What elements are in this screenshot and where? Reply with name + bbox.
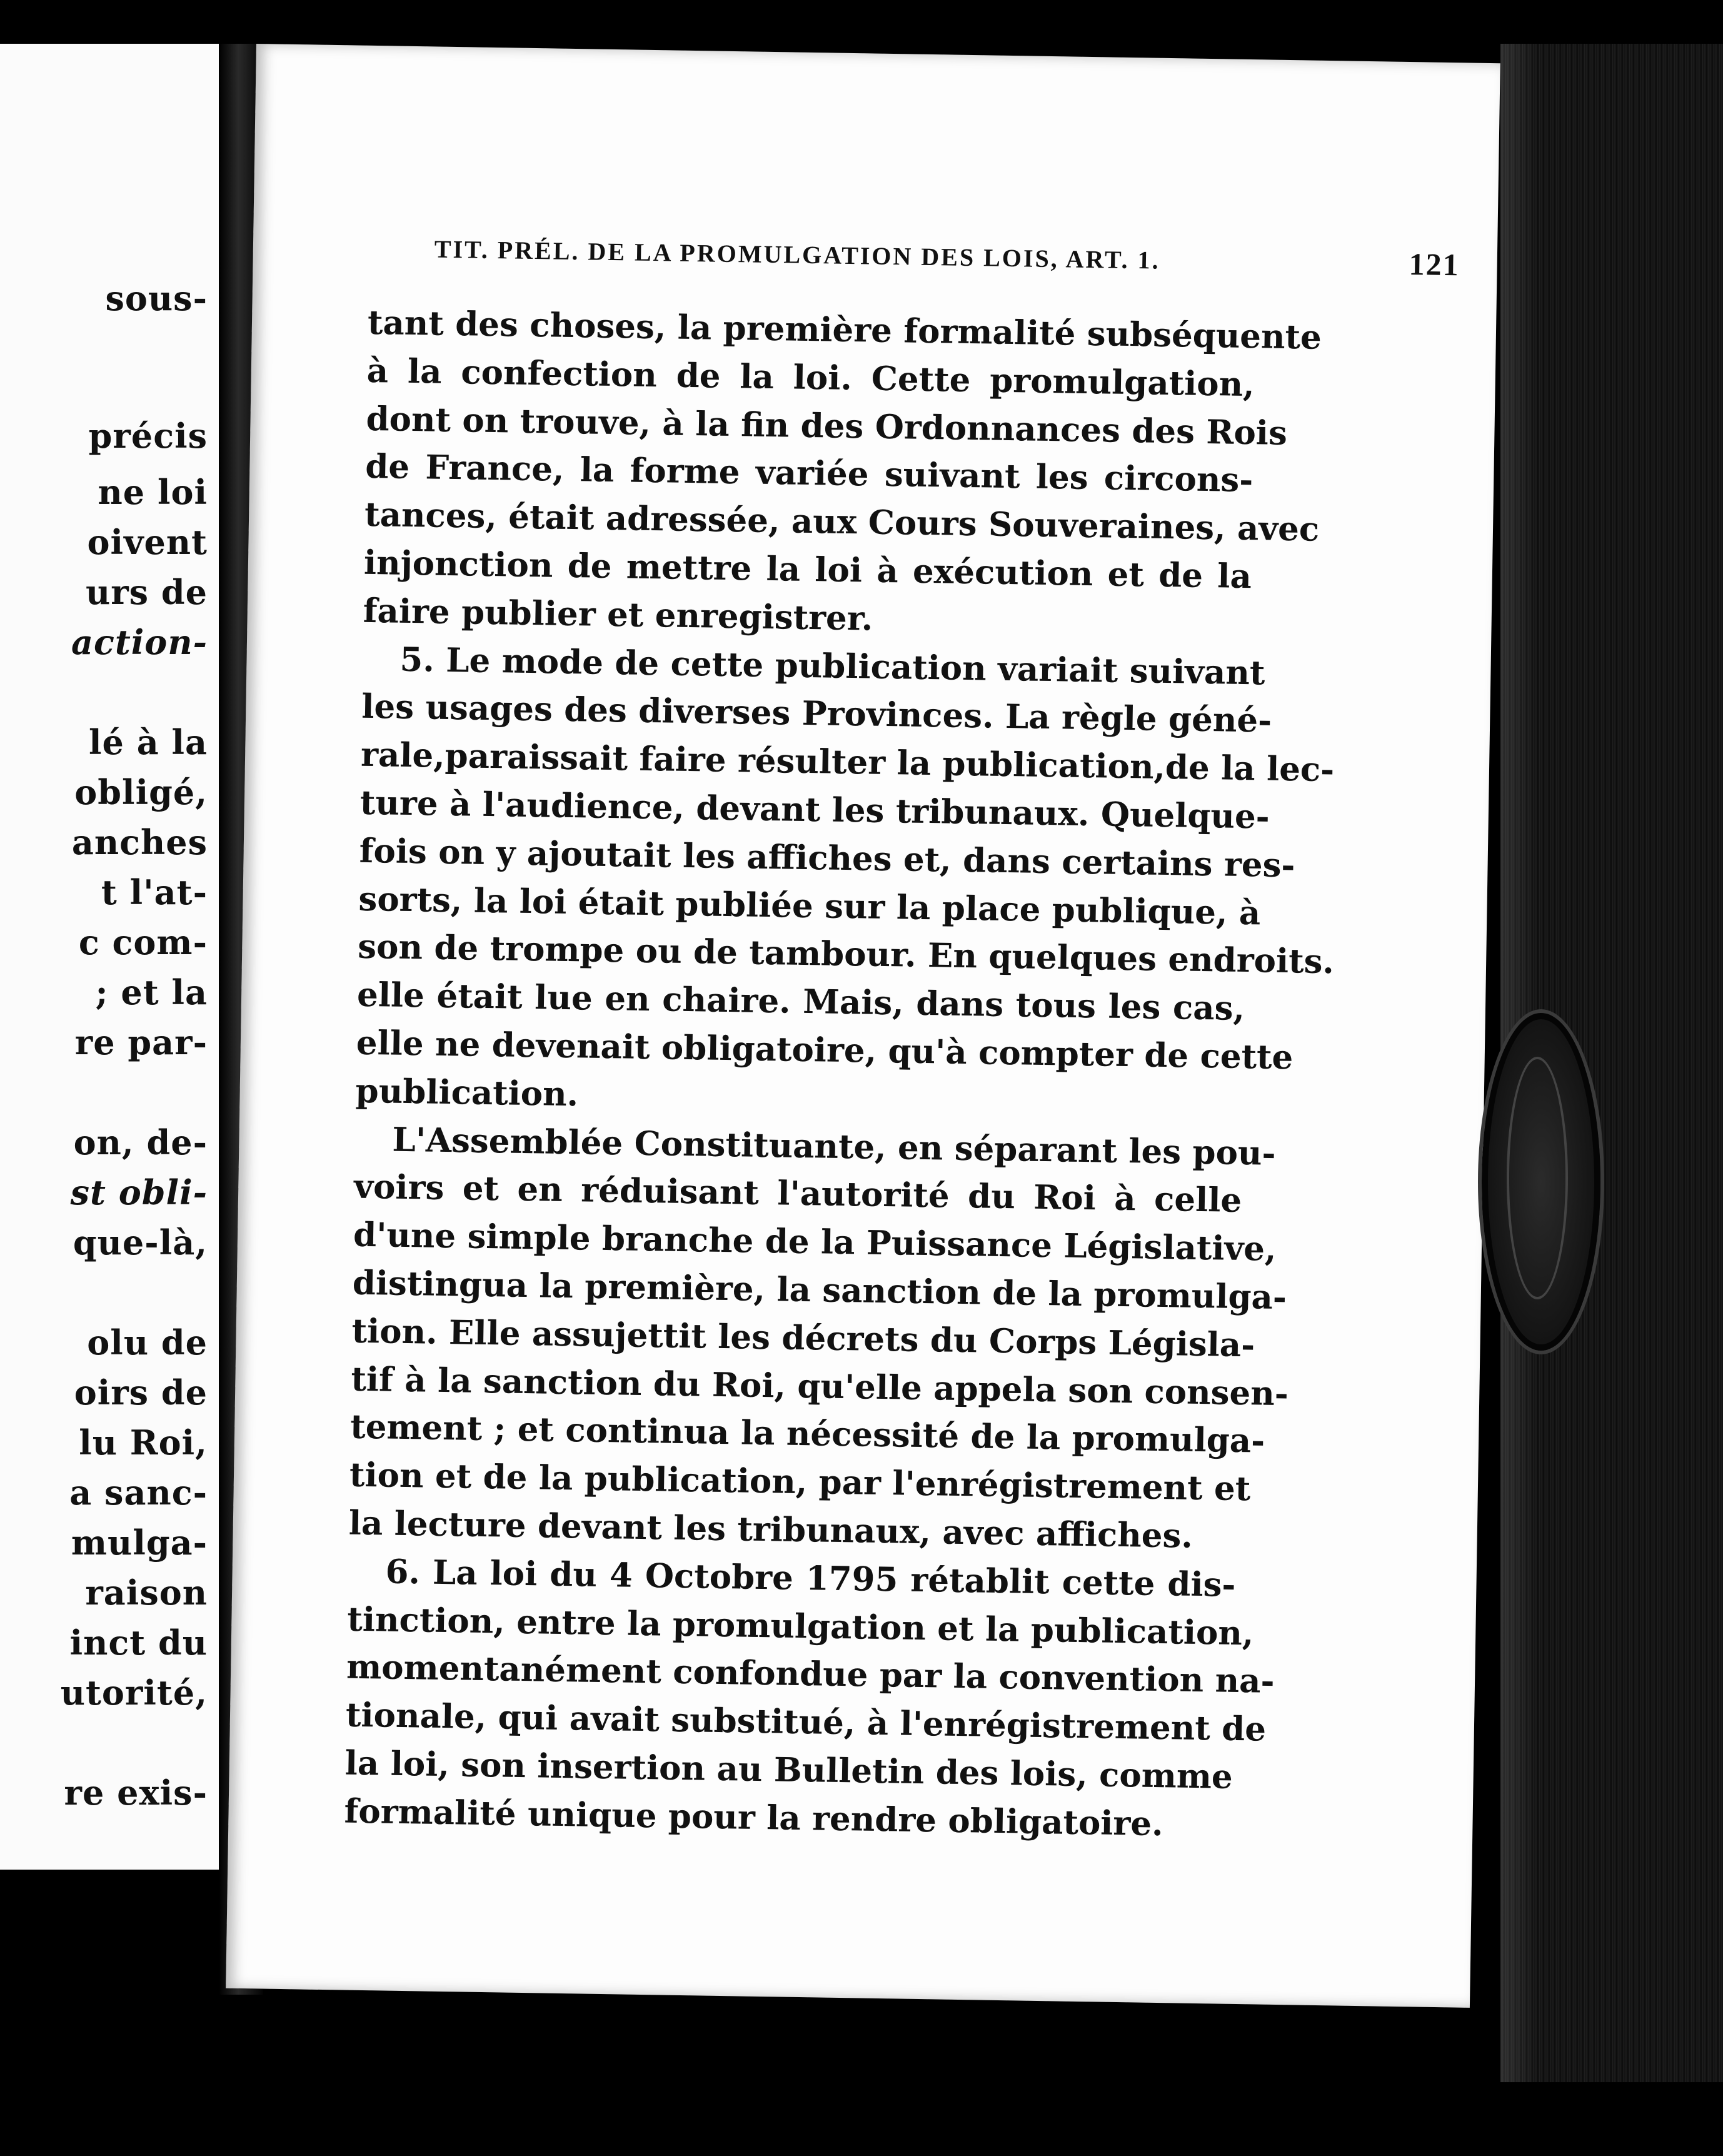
left-page-line: lu Roi, [79, 1423, 208, 1463]
left-page-line: précis [88, 416, 208, 456]
left-page-line: que-là, [73, 1222, 208, 1262]
text-line: rale,paraissait faire résulter la publication,de la lec- [360, 735, 1335, 790]
left-page-line: urs de [85, 572, 208, 612]
text-line: distingua la première, la sanction de la promulga- [352, 1263, 1287, 1317]
left-page-line: lé à la [89, 722, 208, 762]
running-head [434, 234, 1460, 283]
left-page-line: oivent [87, 522, 208, 562]
left-page-line: on, de- [73, 1122, 208, 1162]
left-page-line: re exis- [64, 1773, 208, 1813]
left-page-line: st obli- [70, 1172, 208, 1212]
running-head-title: TIT. PRÉL. DE LA PROMULGATION DES LOIS, ART. 1. [434, 234, 1160, 275]
text-line: son de trompe ou de tambour. En quelques endroits. [357, 927, 1335, 982]
left-page-line: olu de [87, 1322, 208, 1363]
text-line: publication. [355, 1071, 579, 1114]
text-line: fois on y ajoutait les affiches et, dans certains res- [359, 831, 1295, 885]
text-line: ture à l'audience, devant les tribunaux. Quelque- [359, 783, 1270, 837]
body-text [344, 299, 1335, 1850]
left-page-line: a sanc- [69, 1473, 208, 1513]
left-facing-page [0, 44, 219, 1870]
left-page-line: ; et la [95, 972, 208, 1012]
text-line: tant des choses, la première formalité subséquente [367, 303, 1322, 357]
text-line: formalité unique pour la rendre obligatoire. [344, 1791, 1164, 1843]
library-stamp-ring [1507, 1057, 1568, 1299]
left-page-line: anches [71, 822, 208, 862]
text-line: sorts, la loi était publiée sur la place publique, à [358, 879, 1261, 932]
left-page-line: raison [85, 1573, 208, 1613]
left-page-line: mulga- [71, 1523, 208, 1563]
left-page-line: t l'at- [101, 872, 208, 912]
text-line: tion. Elle assujettit les décrets du Corps Législa- [351, 1311, 1255, 1365]
text-line: de France, la forme variée suivant les circons- [364, 447, 1253, 500]
page-number: 121 [1409, 246, 1460, 283]
text-line: tinction, entre la promulgation et la publication, [346, 1599, 1254, 1653]
text-line: voirs et en réduisant l'autorité du Roi à celle [353, 1167, 1242, 1221]
left-page-line: obligé, [74, 772, 208, 812]
text-line: la lecture devant les tribunaux, avec affiches. [348, 1503, 1193, 1556]
left-page-line: ne loi [98, 472, 208, 512]
text-line: 5. Le mode de cette publication variait suivant [399, 640, 1265, 693]
text-line: la loi, son insertion au Bulletin des lois, comme [344, 1743, 1233, 1796]
left-page-line: sous- [105, 278, 208, 318]
left-page-line: utorité, [60, 1673, 208, 1713]
main-page [226, 44, 1500, 2008]
text-line: d'une simple branche de la Puissance Législative, [353, 1215, 1277, 1269]
text-line: dont on trouve, à la fin des Ordonnances des Rois [366, 399, 1288, 453]
library-stamp [1482, 1013, 1600, 1351]
text-line: L'Assemblée Constituante, en séparant les pou- [392, 1120, 1276, 1173]
left-page-line: c com- [78, 922, 208, 962]
text-line: 6. La loi du 4 Octobre 1795 rétablit cette dis- [385, 1552, 1236, 1604]
text-line: à la confection de la loi. Cette promulgation, [366, 351, 1255, 404]
left-page-line: re par- [74, 1022, 208, 1062]
text-line: injonction de mettre la loi à exécution et de la [363, 543, 1252, 597]
text-line: tionale, qui avait substitué, à l'enrégistrement de [345, 1695, 1267, 1749]
text-line: elle ne devenait obligatoire, qu'à compter de cette [356, 1023, 1294, 1077]
text-line: les usages des diverses Provinces. La règle géné- [361, 687, 1272, 741]
text-line: tances, était adressée, aux Cours Souveraines, avec [364, 495, 1320, 549]
text-line: momentanément confondue par la convention na- [346, 1647, 1275, 1701]
left-page-line: inct du [69, 1623, 208, 1663]
text-line: tement ; et continua la nécessité de la promulga- [349, 1407, 1265, 1461]
text-line: elle était lue en chaire. Mais, dans tous les cas, [356, 975, 1245, 1029]
text-line: tif à la sanction du Roi, qu'elle appela son consen- [350, 1359, 1289, 1413]
text-line: faire publier et enregistrer. [363, 591, 873, 638]
text-line: tion et de la publication, par l'enrégistrement et [349, 1455, 1251, 1509]
left-page-line: oirs de [74, 1373, 208, 1413]
left-page-line: action- [71, 622, 208, 662]
